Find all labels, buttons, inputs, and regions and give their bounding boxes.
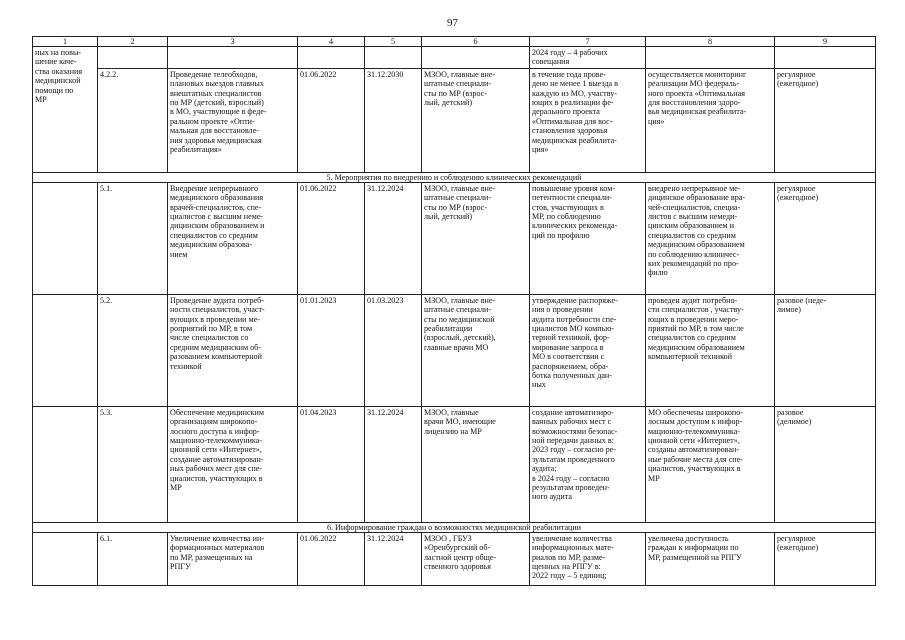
- text-line: медицинская реабилита-: [532, 135, 617, 145]
- text-line: по МР (детский, взрослый): [170, 98, 264, 108]
- plan-table: [32, 36, 876, 586]
- text-line: медицинским образова-: [170, 240, 253, 250]
- periodicity-cell: [777, 534, 873, 584]
- text-line: утверждение распоряже-: [532, 295, 618, 305]
- column-number: 8: [646, 37, 775, 47]
- text-line: (ежегодное): [777, 79, 819, 89]
- text-line: техникой: [170, 361, 202, 371]
- text-line: результатам проведен-: [532, 483, 610, 493]
- text-line: медицинским образованием: [648, 342, 745, 352]
- text-line: повышение уровня ком-: [532, 183, 616, 193]
- text-line: увеличена доступность: [648, 533, 729, 543]
- text-line: лимое): [777, 305, 801, 315]
- text-line: медицинской: [35, 76, 81, 86]
- text-line: совещания: [532, 57, 570, 67]
- text-line: для восстановления здоро-: [648, 98, 741, 108]
- task-cell: [33, 47, 98, 173]
- text-line: ванных рабочих мест с: [532, 417, 612, 427]
- text-line: 2022 году – 5 единиц;: [532, 571, 607, 581]
- end-date-cell: 31.12.2024: [365, 182, 422, 294]
- text-line: лицензию на МР: [424, 426, 482, 436]
- text-line: дицинское образование вра-: [648, 193, 746, 203]
- executor-cell: [424, 534, 527, 584]
- text-line: Внедрение непрерывного: [170, 183, 258, 193]
- text-line: разованием компьютерной: [170, 352, 262, 362]
- text-line: чей-специалистов, специа-: [648, 202, 741, 212]
- periodicity-cell: [775, 294, 876, 406]
- table-row: [33, 532, 876, 585]
- text-line: РПГУ: [170, 562, 191, 572]
- text-line: «Оптимальная для вос-: [532, 116, 613, 126]
- text-line: ющих в реализации фе-: [532, 98, 614, 108]
- text-line: МО в соответствии с: [532, 352, 605, 362]
- text-line: главные врачи МО: [424, 342, 489, 352]
- executor-cell: [422, 68, 530, 172]
- text-line: «Оренбургский об-: [424, 543, 491, 553]
- text-line: 2023 году – согласно ре-: [532, 445, 616, 455]
- text-line: МЗОО, главные вне-: [424, 295, 496, 305]
- text-line: разовое: [777, 407, 804, 417]
- text-line: ного аудита: [532, 492, 572, 502]
- text-line: возможностями безопас-: [532, 426, 618, 436]
- column-number: 6: [422, 37, 530, 47]
- text-line: ционной сети «Интернет»,: [648, 436, 740, 446]
- table-row: [33, 47, 876, 69]
- text-line: мальная для восстановле-: [170, 126, 259, 136]
- start-date-cell: 01.06.2022: [298, 68, 365, 172]
- indicator-cell: [648, 534, 772, 584]
- periodicity-cell: [775, 406, 876, 522]
- item-number: 5.2.: [98, 294, 168, 406]
- column-number: 2: [98, 37, 168, 47]
- text-line: ких рекомендаций по про-: [648, 259, 739, 269]
- table-row: [33, 182, 876, 294]
- text-line: МР, по соблюдению: [532, 212, 601, 222]
- text-line: лый, детский): [424, 98, 473, 108]
- text-line: штатные специали-: [424, 193, 492, 203]
- result-cell: [530, 406, 646, 522]
- text-line: формационных материалов: [170, 543, 265, 553]
- text-line: компьютерной техникой: [648, 352, 733, 362]
- item-number: 5.3.: [98, 406, 168, 522]
- text-line: аудита;: [532, 464, 557, 474]
- text-line: нием: [170, 249, 188, 259]
- start-date-cell: 01.06.2022: [300, 533, 337, 543]
- table-row: [33, 68, 876, 172]
- text-line: средним медицинским об-: [170, 342, 261, 352]
- text-line: разовое (неде-: [777, 295, 827, 305]
- event-name-cell: [168, 182, 298, 294]
- text-line: реабилитации: [424, 324, 473, 334]
- text-line: МО обеспечены широкопо-: [648, 407, 743, 417]
- start-date-cell: 01.01.2023: [298, 294, 365, 406]
- text-line: ральном проекте «Опти-: [170, 116, 255, 126]
- column-number: 5: [365, 37, 422, 47]
- text-line: дицинским образованием и: [170, 221, 265, 231]
- executor-cell: [422, 182, 530, 294]
- text-line: граждан к информации по: [648, 543, 739, 553]
- result-cell: [532, 534, 643, 584]
- text-line: по МР, размещенных на: [170, 552, 253, 562]
- text-line: (ежегодное): [777, 193, 819, 203]
- text-line: ния здоровья медицинская: [170, 135, 262, 145]
- text-line: филю: [648, 268, 668, 278]
- result-cell: [530, 47, 646, 69]
- text-line: ственного здоровья: [424, 562, 491, 572]
- text-line: организациям широкопо-: [170, 417, 258, 427]
- text-line: регулярное: [777, 183, 816, 193]
- text-line: дерального проекта: [532, 107, 600, 117]
- text-line: специалистов со средним: [170, 230, 258, 240]
- text-line: медицинского образования: [170, 193, 264, 203]
- text-line: клинических рекоменда-: [532, 221, 618, 231]
- text-line: мационно-телекоммуника-: [648, 426, 740, 436]
- text-line: МР: [648, 473, 660, 483]
- indicator-cell: [646, 68, 775, 172]
- column-number: 7: [530, 37, 646, 47]
- text-line: ства оказания: [35, 66, 83, 76]
- end-date-cell: 31.12.2024: [365, 406, 422, 522]
- end-date-cell: 31.12.2030: [365, 68, 422, 172]
- text-line: стов, участвующих в: [532, 202, 604, 212]
- text-line: плановых выездов главных: [170, 79, 264, 89]
- text-line: Проведение телеобходов,: [170, 69, 258, 79]
- text-line: риалов по МР, разме-: [532, 552, 606, 562]
- text-line: ных: [532, 380, 546, 390]
- text-line: аудита потребности спе-: [532, 314, 617, 324]
- text-line: регулярное: [777, 533, 816, 543]
- text-line: проведен аудит потребно-: [648, 295, 738, 305]
- text-line: зультатам проведенного: [532, 454, 615, 464]
- table-row: [33, 406, 876, 522]
- start-date-cell: 01.04.2023: [298, 406, 365, 522]
- text-line: ные рабочие места для спе-: [648, 454, 743, 464]
- text-line: регулярное: [777, 69, 816, 79]
- text-line: ботка полученных дан-: [532, 371, 612, 381]
- text-line: каждую из МО, участву-: [532, 88, 617, 98]
- text-line: сты по МР (взрос-: [424, 88, 488, 98]
- text-line: становления здоровья: [532, 126, 608, 136]
- text-line: вья медицинская реабилита-: [648, 107, 747, 117]
- text-line: циалистов с высшим неме-: [170, 212, 264, 222]
- indicator-cell: [646, 182, 775, 294]
- text-line: создание автоматизиро-: [532, 407, 614, 417]
- periodicity-cell: [775, 68, 876, 172]
- text-line: шение каче-: [35, 57, 77, 67]
- text-line: (взрослый, детский),: [424, 333, 496, 343]
- text-line: ция»: [648, 116, 665, 126]
- text-line: специалистов со средним: [648, 333, 736, 343]
- result-cell: [530, 68, 646, 172]
- text-line: ластной центр обще-: [424, 552, 497, 562]
- text-line: МЗОО, главные вне-: [424, 69, 496, 79]
- text-line: медицинским образованием: [648, 240, 745, 250]
- text-line: в 2024 году – согласно: [532, 473, 610, 483]
- text-line: ционной сети «Интернет»,: [170, 445, 262, 455]
- text-line: ности специалистов, участ-: [170, 305, 265, 315]
- text-line: Увеличение количества ин-: [170, 533, 265, 543]
- indicator-cell: [646, 406, 775, 522]
- executor-cell: [422, 406, 530, 522]
- section-heading-row: [33, 172, 876, 182]
- text-line: листов с высшим немеди-: [648, 212, 738, 222]
- text-line: штатные специали-: [424, 305, 492, 315]
- text-line: в МО, участвующие в феде-: [170, 107, 267, 117]
- text-line: ций по профилю: [532, 230, 590, 240]
- text-line: специалистов со средним: [648, 230, 736, 240]
- text-line: 2024 году – 4 рабочих: [532, 48, 608, 57]
- text-line: ция»: [532, 145, 549, 155]
- text-line: дено не менее 1 выезда в: [532, 79, 618, 89]
- text-line: Проведение аудита потреб-: [170, 295, 264, 305]
- text-line: лосного доступа к инфор-: [170, 426, 260, 436]
- page-number: 97: [447, 17, 458, 29]
- text-line: реализации МО федераль-: [648, 79, 740, 89]
- result-cell: [530, 294, 646, 406]
- text-line: создание автоматизирован-: [170, 454, 264, 464]
- section-heading: 6. Информирование граждан о возможностях медицинской реабилитации: [33, 522, 876, 532]
- text-line: щенных на РПГУ в:: [532, 562, 601, 572]
- event-name-cell: [168, 294, 298, 406]
- text-line: роприятий по МР, в том: [170, 324, 253, 334]
- start-date-cell: 01.06.2022: [298, 182, 365, 294]
- text-line: осуществляется мониторинг: [648, 69, 747, 79]
- text-line: врачи МО, имеющие: [424, 417, 496, 427]
- text-line: ных на повы-: [35, 48, 82, 57]
- section-heading-row: [33, 522, 876, 532]
- text-line: МР: [35, 95, 47, 105]
- text-line: мирование запроса в: [532, 342, 604, 352]
- text-line: реабилитация»: [170, 145, 222, 155]
- section-heading: 5. Мероприятия по внедрению и соблюдению клинических рекомендаций: [33, 172, 876, 182]
- text-line: вующих в проведении ме-: [170, 314, 260, 324]
- text-line: распоряжением, обра-: [532, 361, 609, 371]
- text-line: МЗОО, главные: [424, 407, 479, 417]
- text-line: ния о проведении: [532, 305, 593, 315]
- column-number-row: [33, 37, 876, 47]
- text-line: увеличение количества: [532, 533, 612, 543]
- text-line: (делимое): [777, 417, 812, 427]
- column-number: 1: [33, 37, 98, 47]
- item-number: 5.1.: [98, 182, 168, 294]
- text-line: ных рабочих мест для спе-: [170, 464, 263, 474]
- text-line: МР: [170, 483, 182, 493]
- column-number: 9: [775, 37, 876, 47]
- column-number: 4: [298, 37, 365, 47]
- event-name-cell: [168, 406, 298, 522]
- text-line: приятий по МР, в том числе: [648, 324, 744, 334]
- text-line: по соблюдению клиничес-: [648, 249, 740, 259]
- executor-cell: [422, 294, 530, 406]
- text-line: ной передачи данных в:: [532, 436, 614, 446]
- text-line: сты по МР (взрос-: [424, 202, 488, 212]
- event-name-cell: [170, 534, 295, 584]
- text-line: в течение года прове-: [532, 69, 606, 79]
- text-line: помощи по: [35, 85, 74, 95]
- text-line: терной техникой, фор-: [532, 333, 610, 343]
- event-name-cell: [168, 68, 298, 172]
- text-line: (ежегодное): [777, 543, 819, 553]
- text-line: внедрено непрерывное ме-: [648, 183, 741, 193]
- text-line: МР, размещенной на РПГУ: [648, 552, 742, 562]
- text-line: внештатных специалистов: [170, 88, 262, 98]
- text-line: МЗОО, главные вне-: [424, 183, 496, 193]
- text-line: числе специалистов со: [170, 333, 249, 343]
- result-cell: [530, 182, 646, 294]
- text-line: цинским образованием и: [648, 221, 735, 231]
- text-line: мационно-телекоммуника-: [170, 436, 262, 446]
- indicator-cell: [646, 294, 775, 406]
- item-number: 4.2.2.: [98, 68, 168, 172]
- end-date-cell: 01.03.2023: [365, 294, 422, 406]
- text-line: созданы автоматизирован-: [648, 445, 740, 455]
- text-line: сты по медицинской: [424, 314, 495, 324]
- table-row: [33, 294, 876, 406]
- column-number: 3: [168, 37, 298, 47]
- text-line: штатные специали-: [424, 79, 492, 89]
- text-line: Обеспечение медицинским: [170, 407, 264, 417]
- text-line: сти специалистов , участву-: [648, 305, 744, 315]
- text-line: МЗОО , ГБУЗ: [424, 533, 472, 543]
- periodicity-cell: [775, 182, 876, 294]
- text-line: информационных мате-: [532, 543, 614, 553]
- text-line: лосным доступом к инфор-: [648, 417, 743, 427]
- text-line: врачей-специалистов, спе-: [170, 202, 262, 212]
- text-line: циалистов, участвующих в: [170, 473, 263, 483]
- item-number: 6.1.: [100, 533, 113, 543]
- text-line: петентности специали-: [532, 193, 612, 203]
- text-line: циалистов МО компью-: [532, 324, 614, 334]
- text-line: ющих в проведении меро-: [648, 314, 739, 324]
- text-line: лый, детский): [424, 212, 473, 222]
- text-line: ного проекта «Оптимальная: [648, 88, 745, 98]
- end-date-cell: 31.12.2024: [367, 533, 404, 543]
- text-line: циалистов, участвующих в: [648, 464, 741, 474]
